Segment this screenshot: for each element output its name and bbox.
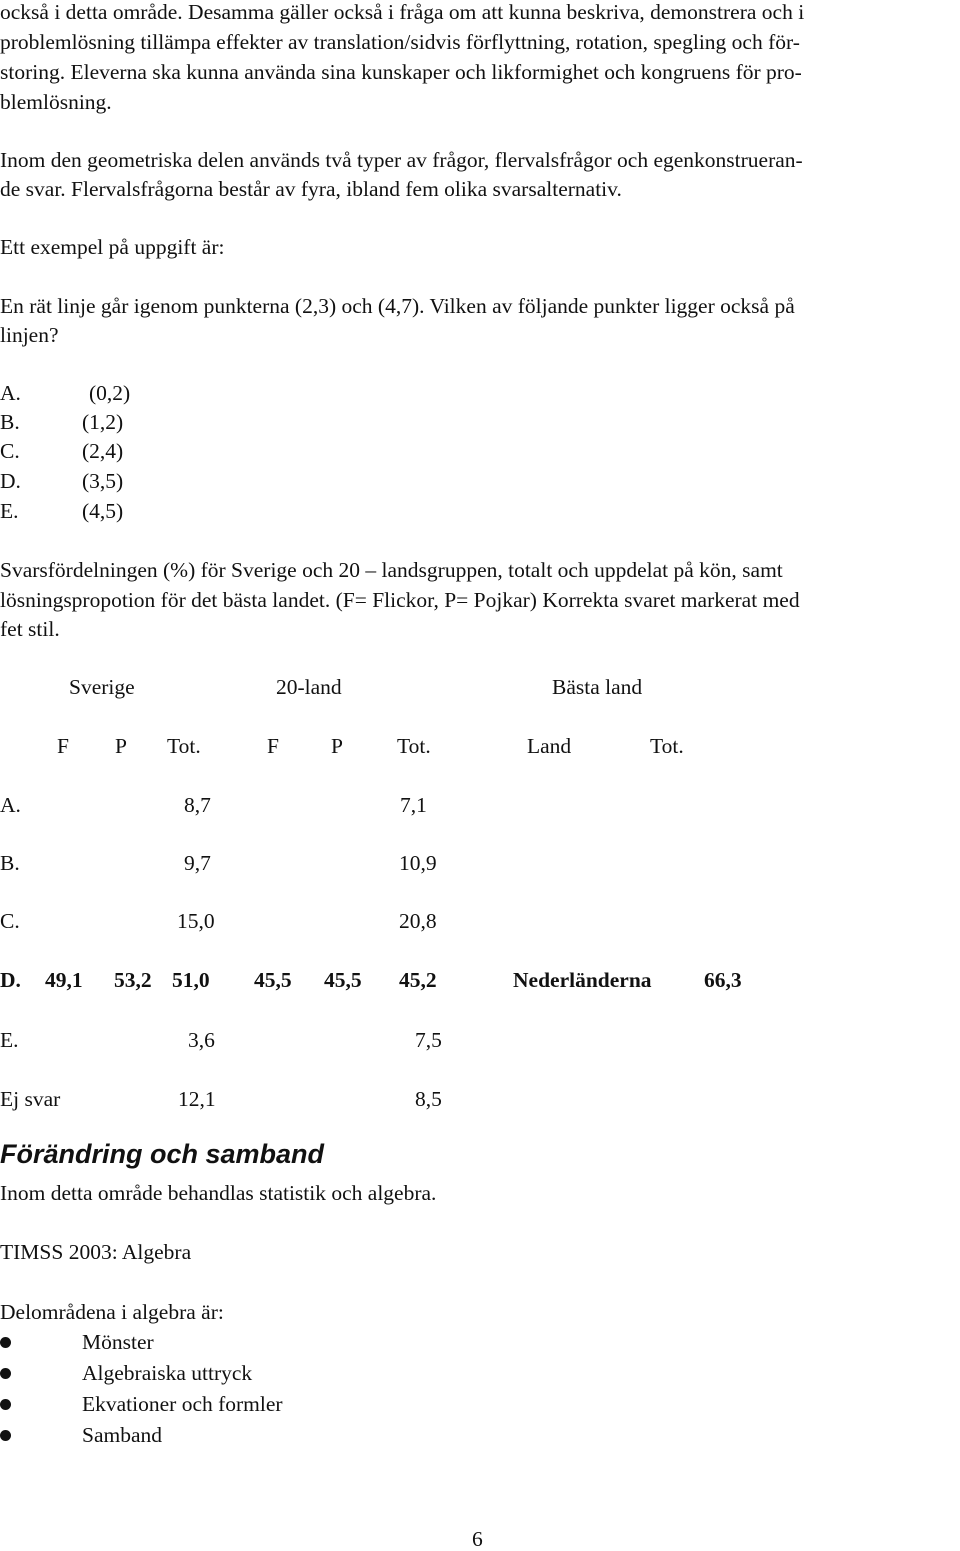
page-number: 6	[472, 1527, 483, 1551]
option-letter: D.	[0, 469, 21, 493]
subheader-f: F	[267, 734, 279, 758]
row-label: C.	[0, 909, 20, 933]
sverige-tot-cell: 15,0	[177, 909, 215, 933]
question-line-2: linjen?	[0, 323, 59, 347]
land20-f-cell: 45,5	[254, 968, 292, 992]
land20-tot-cell: 45,2	[399, 968, 437, 992]
intro-line-4: blemlösning.	[0, 90, 112, 114]
distribution-line-3: fet stil.	[0, 617, 60, 641]
intro-line-2: problemlösning tillämpa effekter av translation/sidvis förflyttning, rotation, spegling och för-	[0, 30, 800, 54]
sverige-tot-cell: 12,1	[178, 1087, 216, 1111]
option-letter: A.	[0, 381, 21, 405]
option-letter: E.	[0, 499, 19, 523]
bullet-icon	[0, 1368, 11, 1379]
option-letter: C.	[0, 439, 20, 463]
list-item: Mönster	[82, 1330, 154, 1354]
sverige-tot-cell: 51,0	[172, 968, 210, 992]
geometry-line-2: de svar. Flervalsfrågorna består av fyra, ibland fem olika svarsalternativ.	[0, 177, 622, 201]
sverige-p-cell: 53,2	[114, 968, 152, 992]
option-value: (4,5)	[82, 499, 124, 523]
question-line-1: En rät linje går igenom punkterna (2,3) och (4,7). Vilken av följande punkter ligger också på	[0, 294, 795, 318]
subheader-tot: Tot.	[397, 734, 431, 758]
best-tot-cell: 66,3	[704, 968, 742, 992]
intro-line-1: också i detta område. Desamma gäller också i fråga om att kunna beskriva, demonstrera och i	[0, 0, 805, 24]
subheader-tot: Tot.	[650, 734, 684, 758]
distribution-line-2: lösningspropotion för det bästa landet. (F= Flickor, P= Pojkar) Korrekta svaret markerat med	[0, 588, 800, 612]
subheader-p: P	[331, 734, 343, 758]
section-heading: Förändring och samband	[0, 1139, 325, 1169]
sverige-tot-cell: 3,6	[188, 1028, 215, 1052]
land20-p-cell: 45,5	[324, 968, 362, 992]
sverige-tot-cell: 8,7	[184, 793, 211, 817]
land20-tot-cell: 7,1	[400, 793, 427, 817]
row-label: D.	[0, 968, 21, 992]
option-value: (2,4)	[82, 439, 124, 463]
list-item: Algebraiska uttryck	[82, 1361, 253, 1385]
bullet-icon	[0, 1430, 11, 1441]
subheader-f: F	[57, 734, 69, 758]
option-value: (0,2)	[89, 381, 131, 405]
subheader-land: Land	[527, 734, 572, 758]
header-sverige: Sverige	[69, 675, 135, 699]
row-label: A.	[0, 793, 21, 817]
header-20-land: 20-land	[276, 675, 342, 699]
option-value: (3,5)	[82, 469, 124, 493]
intro-line-3: storing. Eleverna ska kunna använda sina kunskaper och likformighet och kongruens för pro-	[0, 60, 802, 84]
subheader-p: P	[115, 734, 127, 758]
list-item: Samband	[82, 1423, 163, 1447]
option-value: (1,2)	[82, 410, 124, 434]
sverige-tot-cell: 9,7	[184, 851, 211, 875]
land20-tot-cell: 20,8	[399, 909, 437, 933]
section-intro: Inom detta område behandlas statistik och algebra.	[0, 1181, 437, 1205]
header-basta-land: Bästa land	[552, 675, 643, 699]
land20-tot-cell: 8,5	[415, 1087, 442, 1111]
row-label: B.	[0, 851, 20, 875]
example-intro: Ett exempel på uppgift är:	[0, 235, 225, 259]
row-label: E.	[0, 1028, 19, 1052]
subheader-tot: Tot.	[167, 734, 201, 758]
bullet-icon	[0, 1337, 11, 1348]
distribution-line-1: Svarsfördelningen (%) för Sverige och 20 – landsgruppen, totalt och uppdelat på kön, samt	[0, 558, 783, 582]
land20-tot-cell: 10,9	[399, 851, 437, 875]
list-item: Ekvationer och formler	[82, 1392, 283, 1416]
timss-line: TIMSS 2003: Algebra	[0, 1240, 192, 1264]
best-country-cell: Nederländerna	[513, 968, 652, 992]
geometry-line-1: Inom den geometriska delen används två typer av frågor, flervalsfrågor och egenkonstrueran-	[0, 148, 803, 172]
subareas-intro: Delområdena i algebra är:	[0, 1300, 224, 1324]
sverige-f-cell: 49,1	[45, 968, 83, 992]
option-letter: B.	[0, 410, 20, 434]
bullet-icon	[0, 1399, 11, 1410]
land20-tot-cell: 7,5	[415, 1028, 442, 1052]
row-label: Ej svar	[0, 1087, 61, 1111]
